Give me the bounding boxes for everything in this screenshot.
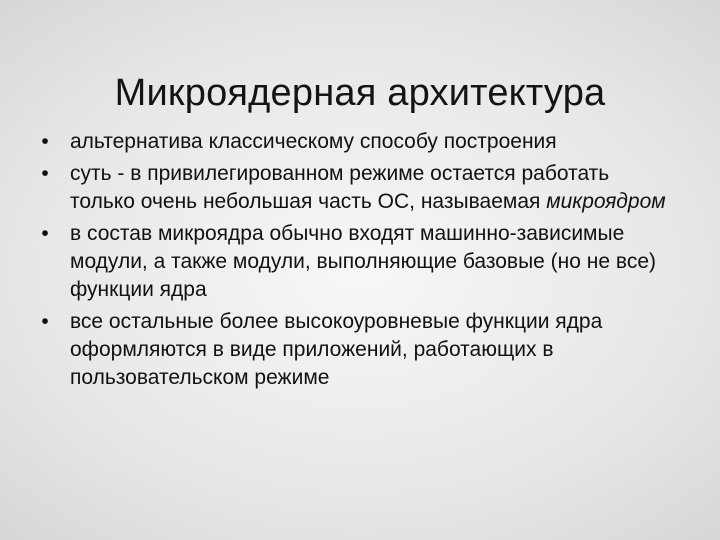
- bullet-list: [38, 128, 678, 396]
- slide-title: Микроядерная архитектура: [114, 72, 606, 115]
- bullet-dot-icon: •: [41, 310, 49, 333]
- bullet-item: [38, 128, 678, 156]
- bullet-emphasis: микроядром: [546, 190, 666, 213]
- bullet-text: альтернатива классическому способу построения: [70, 130, 557, 153]
- bullet-dot-icon: •: [41, 222, 49, 245]
- bullet-item: [38, 220, 678, 304]
- bullet-dot-icon: •: [41, 130, 49, 153]
- bullet-item: [38, 308, 678, 392]
- bullet-item: [38, 160, 678, 216]
- bullet-dot-icon: •: [41, 162, 49, 185]
- bullet-text: все остальные более высокоуровневые функции ядра оформляются в виде приложений, работающих в пользовательском режиме: [70, 310, 603, 389]
- bullet-text: в состав микроядра обычно входят машинно-зависимые модули, а также модули, выполняющие базовые (но не все) функции ядра: [70, 222, 656, 301]
- bullet-text: суть - в привилегированном режиме остается работать только очень небольшая часть ОС, называемая: [70, 162, 610, 213]
